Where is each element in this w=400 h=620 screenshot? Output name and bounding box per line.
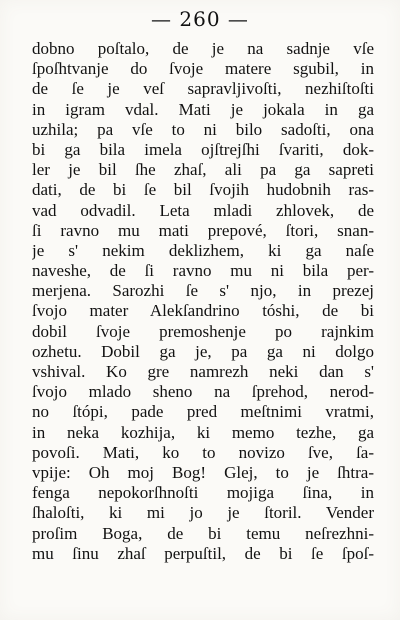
text-line: vshival. Ko gre namrezh neki dan s' xyxy=(32,362,374,381)
page-number-header: — 260 — xyxy=(151,7,249,31)
text-line: in neka kozhija, ki memo tezhe, ga xyxy=(32,422,374,442)
text-line: bi ga bila imela ojſtrejſhi ſvariti, dok- xyxy=(32,139,374,159)
text-line: ſvojo mater Alekſandrino tóshi, de bi xyxy=(32,301,374,321)
text-line: dobno poſtalo, de je na sadnje vſe xyxy=(32,39,374,58)
text-line: je s' nekim deklizhem, ki ga naſe xyxy=(32,240,374,260)
text-line: ſi ravno mu mati prepové, ſtori, snan- xyxy=(32,220,374,240)
text-line: merjena. Sarozhi ſe s' njo, in prezej xyxy=(32,281,374,301)
text-line: de ſe je veſ sapravljivoſti, nezhiſtoſti xyxy=(32,79,374,99)
text-line: in igram vdal. Mati je jokala in ga xyxy=(32,99,374,119)
text-line: dati, de bi ſe bil ſvojih hudobnih ras- xyxy=(32,180,374,200)
text-line: vad odvadil. Leta mladi zhlovek, de xyxy=(32,200,374,220)
text-line: no ſtópi, pade pred meſtnimi vratmi, xyxy=(32,402,374,422)
text-line: mu ſinu zhaſ perpuſtil, de bi ſe ſpoſ- xyxy=(32,543,374,563)
text-line: ſhaloſti, ki mi jo je ſtoril. Vender xyxy=(32,503,374,523)
text-line: povoſi. Mati, ko to novizo ſve, ſa- xyxy=(32,442,374,462)
text-line: ozhetu. Dobil ga je, pa ga ni dolgo xyxy=(32,341,374,361)
text-line: proſim Boga, de bi temu neſrezhni- xyxy=(32,523,374,543)
text-line: ler je bil ſhe zhaſ, ali pa ga sapreti xyxy=(32,160,374,180)
text-line: dobil ſvoje premoshenje po rajnkim xyxy=(32,321,374,341)
text-line: ſpoſhtvanje do ſvoje matere sgubil, in xyxy=(32,59,374,79)
page-body xyxy=(32,39,374,564)
text-line: ſvojo mlado sheno na ſprehod, nerod- xyxy=(32,382,374,402)
text-line: vpije: Oh moj Bog! Glej, to je ſhtra- xyxy=(32,462,374,482)
text-line: naveshe, de ſi ravno mu ni bila per- xyxy=(32,261,374,281)
text-line: uzhila; pa vſe to ni bilo sadoſti, ona xyxy=(32,119,374,139)
text-line: fenga nepokorſhnoſti mojiga ſina, in xyxy=(32,483,374,503)
